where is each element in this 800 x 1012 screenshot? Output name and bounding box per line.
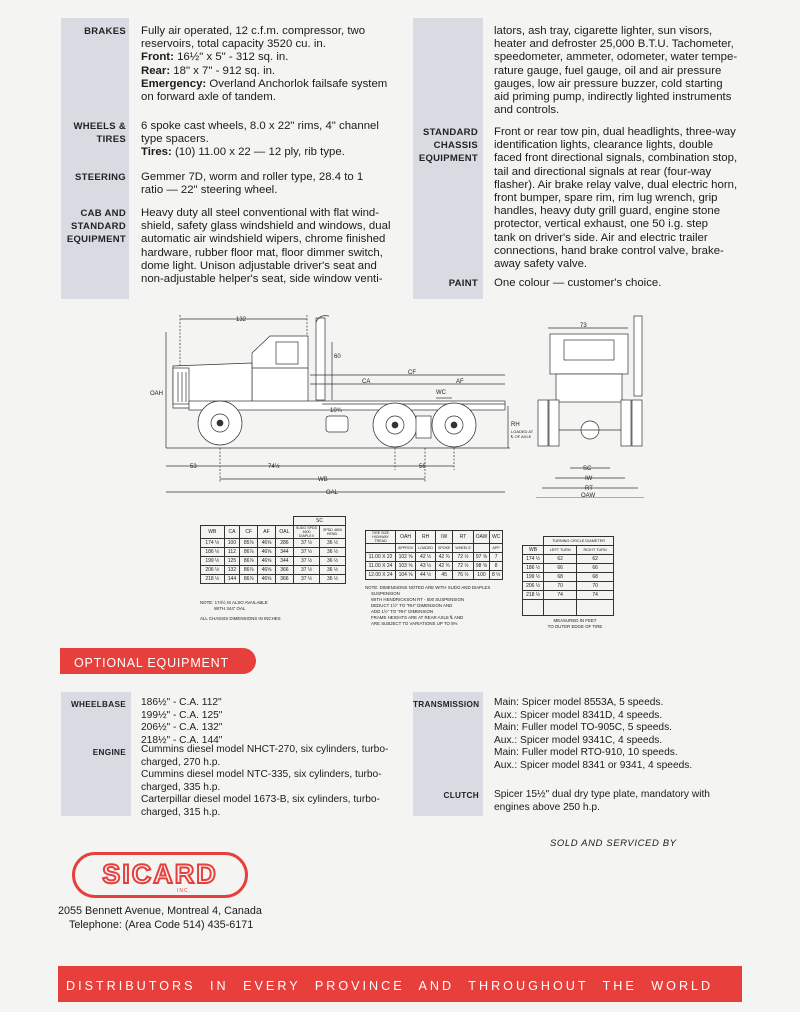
tire-dimensions-table: TIRE SIZE HIGHWAY TREAD OAH RH IW RT OAW WC APPROX LOADED SPOKE WHEELS APP 11.00 X 22 102 ⅝ 42 ½ 42 ¾ 72 ½ 97 ⅝ 7 11.00 X 24 103 ⅝ 43 ½ 42 ¾ 72 ½ 98 ⅝ 8 12.00 X 24 104 ⅝ 44 ½ 45 76 ½ 100 8 ½ xyxy=(365,530,503,580)
dealer-address: 2055 Bennett Avenue, Montreal 4, Canada xyxy=(58,905,262,917)
label-column-left xyxy=(61,18,129,299)
table3-header: WB xyxy=(523,546,544,555)
wheels-tires-text: 6 spoke cast wheels, 8.0 x 22" rims, 4" channel type spacers. Tires: (10) 11.00 x 22 — 12 ply, rib type. xyxy=(141,120,379,159)
dim-53: 53 xyxy=(190,464,197,470)
dim-73: 73 xyxy=(580,323,587,329)
label-ca: CA xyxy=(362,379,371,385)
dim-60: 60 xyxy=(334,354,341,360)
table2-notes: NOTE: DIMENSIONS NOTED ARE WITH SUDO AND DIAPLEX SUSPENSION WITH HENDRICKSON RT - 500 SUSPENSION DEDUCT 1½" TO "RH" DIMENSION AND ADD 1½" TO "RH" DIMENSION FRAME HEIGHTS ARE AT REAR AXLE ℄ AND ARE SUBJECT TO VARIATIONS UP TO 5% xyxy=(365,585,491,626)
dim-56: 56 xyxy=(419,464,426,470)
table2-header: TIRE SIZE HIGHWAY TREAD xyxy=(366,531,396,544)
label-rh-note-1: LOADED AT xyxy=(511,429,534,434)
label-rh: RH xyxy=(511,422,520,428)
table-row: 174 ½ 100 85⅞ 46⅝ 286 37 ½ 36 ½ xyxy=(201,539,346,548)
label-iw: IW xyxy=(585,476,593,482)
sold-serviced-text: SOLD AND SERVICED BY xyxy=(550,838,677,849)
wheelbase-options: 186½" - C.A. 112" 199½" - C.A. 125" 206½" - C.A. 132" 218½" - C.A. 144" xyxy=(141,697,223,746)
table-row: 218 ½ 144 86⅞ 46⅝ 366 37 ½ 36 ½ xyxy=(201,575,346,584)
label-oah: OAH xyxy=(150,391,164,397)
sicard-logo-text: SICARD xyxy=(102,859,218,889)
label-af: AF xyxy=(456,379,464,385)
engine-label: ENGINE xyxy=(92,748,126,757)
table-row: 218 ½ 74 74 xyxy=(523,591,614,600)
table-row: 199 ½ 125 86⅞ 46⅝ 344 37 ½ 36 ½ xyxy=(201,557,346,566)
table1-sc-header: SC xyxy=(294,517,346,526)
table2-header: RT xyxy=(453,531,473,544)
dealer-telephone: Telephone: (Area Code 514) 435-6171 xyxy=(69,919,254,931)
table-row: 186 ½ 112 86⅞ 46⅝ 344 37 ½ 36 ½ xyxy=(201,548,346,557)
table1-header: AF xyxy=(258,526,276,539)
table1-header: SUDO SPDD 4600 DIAPLEX xyxy=(294,526,320,539)
steering-label: STEERING xyxy=(75,172,126,183)
truck-dimension-drawing xyxy=(140,308,670,498)
brakes-label: BRAKES xyxy=(84,26,126,37)
label-cf: CF xyxy=(408,370,416,376)
table1-notes: NOTE: 174½ IS ALSO AVAILABLE WITH 344" OAL ALL CHASSIS DIMENSIONS IN INCHES xyxy=(200,600,281,621)
table-row: 11.00 X 24 103 ⅝ 43 ½ 42 ¾ 72 ½ 98 ⅝ 8 xyxy=(366,562,503,571)
table2-header: WC xyxy=(490,531,503,544)
label-rh-note-2: ℄ OF AXLE xyxy=(511,434,532,439)
label-oal: OAL xyxy=(326,490,339,496)
label-wb: WB xyxy=(318,477,328,483)
table1-header: CF xyxy=(240,526,258,539)
table1-header: OAL xyxy=(275,526,293,539)
sicard-logo-inc: INC. xyxy=(177,888,191,894)
table2-header: OAW xyxy=(473,531,490,544)
table3-header: RIGHT TURN xyxy=(577,546,614,555)
table-row: 186 ½ 66 66 xyxy=(523,564,614,573)
turning-circle-table xyxy=(522,536,614,616)
table1-header: WB xyxy=(201,526,225,539)
table3-notes: MEASURED IN FEET TO OUTER EDGE OF TIRE xyxy=(547,618,603,629)
dim-74: 74½ xyxy=(268,464,280,470)
label-oaw: OAW xyxy=(581,493,596,498)
table-row: 206 ½ 70 70 xyxy=(523,582,614,591)
steering-text: Gemmer 7D, worm and roller type, 28.4 to 1 ratio — 22" steering wheel. xyxy=(141,171,364,197)
transmission-options: Main: Spicer model 8553A, 5 speeds. Aux.: Spicer model 8341D, 4 speeds. Main: Fuller model TO-905C, 5 speeds. Aux.: Spicer model 9341C, 4 speeds. Main: Fuller model RTO-910, 10 speeds. Aux.: Spicer model 8341 or 9341, 4 speeds. xyxy=(494,697,693,771)
cab-text: Heavy duty all steel conventional with flat wind- shield, safety glass windshield and windows, dual automatic air windshield wipers, chrome finished hardware, rubber floor mat, floor dimmer switch, dome light. Unison adjustable driver's seat and non-adjustable helper's seat, side window venti- xyxy=(141,207,391,286)
cab-label: CAB AND STANDARD EQUIPMENT xyxy=(66,208,126,245)
chassis-label: STANDARD CHASSIS EQUIPMENT xyxy=(418,127,478,164)
table1-header: CA xyxy=(224,526,240,539)
table-row: 11.00 X 22 102 ⅝ 42 ½ 42 ¾ 72 ½ 97 ⅝ 7 xyxy=(366,553,503,562)
label-sc: SC xyxy=(583,466,592,472)
dimensions-table xyxy=(200,516,346,584)
table-row: 12.00 X 24 104 ⅝ 44 ½ 45 76 ½ 100 8 ½ xyxy=(366,571,503,580)
paint-text: One colour — customer's choice. xyxy=(494,277,662,289)
table2-header: OAH xyxy=(396,531,416,544)
distributors-banner: DISTRIBUTORS IN EVERY PROVINCE AND THROUGHOUT THE WORLD xyxy=(58,966,742,1002)
label-rt: RT xyxy=(585,486,593,492)
table3-header: LEFT TURN xyxy=(544,546,577,555)
chassis-text: Front or rear tow pin, dual headlights, three-way identification lights, clearance lights, double faced front directional signals, combination stop, tail and directional signals at rear (four-way flasher). Air brake relay valve, dual electric horn, front bumper, spare rim, rim lug wrench, grip handles, heavy duty grill guard, engine stone protector, vertical exhaust, one 50 i.g. step tank on driver's side. Air and electric trailer connections, hand brake control valve, brake- away safety valve. xyxy=(494,126,738,271)
dim-10: 10¾ xyxy=(330,408,342,414)
table-row: 199 ½ 68 68 xyxy=(523,573,614,582)
optional-equipment-banner: OPTIONAL EQUIPMENT xyxy=(60,648,256,674)
cab-text-continued: lators, ash tray, cigarette lighter, sun visors, heater and defroster 25,000 B.T.U. Tachometer, speedometer, ammeter, odometer, water tempe- rature gauge, fuel gauge, oil and air pressure gauges, low air pressure buzzer, cold starting aid priming pump, indirectly lighted instruments and controls. xyxy=(494,25,738,117)
clutch-label: CLUTCH xyxy=(443,791,479,800)
clutch-options: Spicer 15½" dual dry type plate, mandatory with engines above 250 h.p. xyxy=(494,789,710,813)
table2-header: RH xyxy=(416,531,436,544)
label-wc: WC xyxy=(436,390,446,396)
wheels-tires-label: WHEELS & TIRES xyxy=(73,121,126,145)
transmission-label: TRANSMISSION xyxy=(413,700,480,709)
table3-title: TURNING CIRCLE DIAMETER xyxy=(544,537,614,546)
brakes-text: Fully air operated, 12 c.f.m. compressor, two reservoirs, total capacity 3520 cu. in. Front: 16½" x 5" - 312 sq. in. Rear: 18" x 7" - 912 sq. in. Emergency: Overland Anchorlok failsafe system on forward axle of tandem. xyxy=(141,25,388,104)
sicard-logo xyxy=(72,852,248,898)
table-row: 206 ½ 132 86⅞ 46⅝ 366 37 ½ 36 ½ xyxy=(201,566,346,575)
paint-label: PAINT xyxy=(448,278,478,289)
dim-132: 132 xyxy=(236,317,247,323)
table-row: 174 ½ 62 62 xyxy=(523,555,614,564)
wheelbase-label: WHEELBASE xyxy=(70,700,126,709)
table2-header: IW xyxy=(436,531,453,544)
table1-header: SPDD 4600 HEND. xyxy=(320,526,346,539)
engine-options: Cummins diesel model NHCT-270, six cylinders, turbo- charged, 270 h.p. Cummins diesel model NTC-335, six cylinders, turbo- charged, 335 h.p. Carterpillar diesel model 1673-B, six cylinders, turbo- charged, 315 h.p. xyxy=(141,744,389,818)
